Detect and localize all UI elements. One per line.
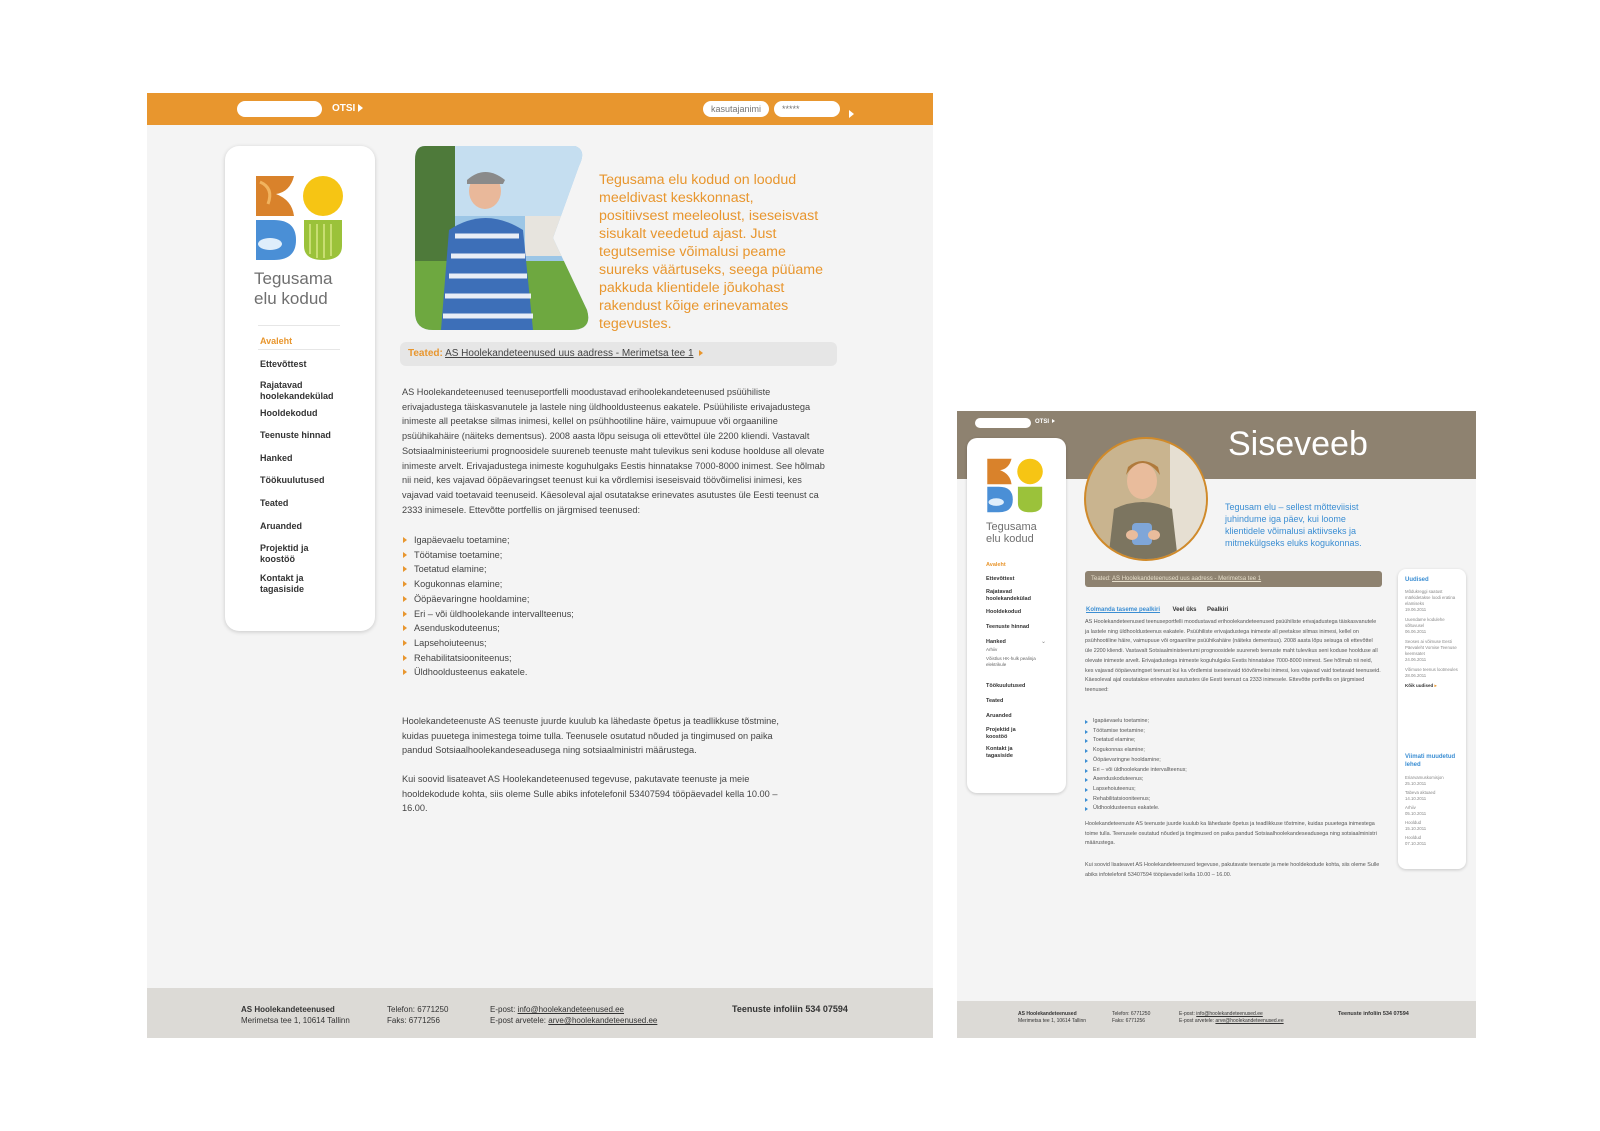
notice-label: Teated: bbox=[408, 348, 443, 359]
nav-divider bbox=[258, 349, 340, 350]
nav-item-projektid[interactable]: Projektid ja koostöö bbox=[986, 727, 1016, 740]
nav-item-rajatavad[interactable]: Rajatavad hoolekandekülad bbox=[986, 589, 1031, 602]
username-input[interactable] bbox=[703, 101, 769, 117]
nav-item-ettevottest[interactable]: Ettevõttest bbox=[260, 359, 307, 369]
nav-item-avaleht[interactable]: Avaleht bbox=[986, 562, 1006, 568]
right-column bbox=[1398, 569, 1466, 869]
sidebar-card bbox=[967, 438, 1066, 793]
nav-item-hooldekodud[interactable]: Hooldekodud bbox=[260, 408, 318, 418]
tab-veel-uks[interactable]: Veel üks bbox=[1172, 607, 1197, 613]
nav-item-avaleht[interactable]: Avaleht bbox=[260, 336, 293, 346]
list-item: Lapsehoiuteenus; bbox=[402, 636, 702, 651]
kodu-logo-icon bbox=[986, 457, 1046, 514]
hero-photo-woman bbox=[415, 146, 595, 330]
footer-emails: E-post: info@hoolekandeteenused.ee E-post arvetele: arve@hoolekandeteenused.ee bbox=[490, 1005, 658, 1025]
list-item[interactable]: Tabeva aktuaed 14.10.2011 bbox=[1405, 790, 1436, 801]
intro-quote: Tegusama elu kodud on loodud meeldivast keskkonnast, positiivsest meeleolust, iseseisvast sisukalt veedetud ajast. Just tegutsemise võimalusi peame suureks väärtuseks, seega püüame pakkuda klientidele jõukohast rakendust kõige erinevamates tegevustes. bbox=[599, 172, 823, 332]
all-news-link[interactable]: Kõik uudised ▸ bbox=[1405, 683, 1437, 688]
list-item[interactable]: Hooldud 07.10.2011 bbox=[1405, 835, 1427, 846]
footer bbox=[147, 988, 933, 1038]
services-list bbox=[402, 533, 702, 680]
page-title: Siseveeb bbox=[1228, 425, 1368, 463]
services-list bbox=[1085, 717, 1305, 814]
intranet-mockup bbox=[957, 411, 1476, 1038]
intro-paragraph: AS Hoolekandeteenused teenuseportfelli moodustavad erihoolekandeteenused psüühiliste erivajadustega täiskasvanutele ja lastele ning üldhooldusteenus eakatele. Psüühiliste erivajadustega inimeste all peetakse silmas inimesi, kellel on psühhootiline häire, vaimupuue või orgaaniline psüühikahäire (näiteks dementsus). 2008 aasta lõpu seisuga oli ettevõttel üle 2200 kliendi. Vastavalt Sotsiaalministeeriumi prognoosidele suureneb teenuste maht tulevikus seni koduse hoolduse all olevate inimeste arvelt. Erivajadustega inimeste koguhulgaks Eestis hinnatakse 7000-8000 inimest. See hõlmab nii neid, kes vajavad ööpäevaringset teenust kui ka võrdlemisi iseseisvaid töövõimelisi inimesi, kes vajavad vaid toetavaid teenuseid. Käesoleval ajal osutatakse erinevates asutustes üle Eesti teenust ca 2333 inimesele. Ettevõtte portfellis on järgmised teenused: bbox=[1085, 619, 1381, 693]
news-item[interactable]: Seoses ai võimuse Eesti Päevaleht Vomise Teenuse keemsatet 24.06.2011 bbox=[1405, 639, 1457, 662]
notice-bar: Teated: AS Hoolekandeteenused uus aadress - Merimetsa tee 1 bbox=[1085, 571, 1382, 587]
news-item[interactable]: Võimuse teenus lootmeules 28.06.2011 bbox=[1405, 667, 1458, 678]
billing-email-link[interactable]: arve@hoolekandeteenused.ee bbox=[1215, 1018, 1284, 1024]
news-item[interactable]: Mõdukreggi saatust märkidetakse loodi eratina elamiseks 19.06.2011 bbox=[1405, 589, 1456, 612]
password-input[interactable] bbox=[774, 101, 840, 117]
tab-kolmanda-taseme[interactable]: Kolmanda taseme pealkiri bbox=[1086, 607, 1161, 613]
footer-company: AS Hoolekandeteenused Merimetsa tee 1, 10614 Tallinn bbox=[241, 1005, 350, 1025]
list-item: Eri – või üldhoolekande intervallteenus; bbox=[402, 607, 702, 622]
list-item: Kogukonnas elamine; bbox=[1085, 746, 1305, 756]
nav-item-projektid[interactable]: Projektid ja koostöö bbox=[260, 543, 309, 564]
changes-list bbox=[1405, 775, 1461, 850]
list-item: Ööpäevaringne hooldamine; bbox=[1085, 756, 1305, 766]
list-item: Üldhooldusteenus eakatele. bbox=[1085, 804, 1305, 814]
list-item: Asenduskoduteenus; bbox=[402, 621, 702, 636]
list-item: Igapäevaelu toetamine; bbox=[402, 533, 702, 548]
nav-item-kontakt[interactable]: Kontakt ja tagasiside bbox=[260, 573, 305, 594]
intranet-quote: Tegusam elu – sellest mõtteviisist juhindume iga päev, kui loome klientidele võimalusi aktiivseks ja mitmekülgseks eluks kogukonnas. bbox=[1225, 502, 1362, 548]
search-input[interactable] bbox=[237, 101, 322, 117]
footer-company: AS Hoolekandeteenused Merimetsa tee 1, 10614 Tallinn bbox=[1018, 1011, 1087, 1024]
nav-item-tookuulutused[interactable]: Töökuulutused bbox=[986, 683, 1026, 689]
nav-item-kontakt[interactable]: Kontakt ja tagasiside bbox=[986, 746, 1013, 759]
nav-item-hooldekodud[interactable]: Hooldekodud bbox=[986, 609, 1022, 615]
news-heading: Uudised bbox=[1405, 577, 1429, 583]
footer-infoline: Teenuste infoliin 534 07594 bbox=[1338, 1011, 1409, 1017]
nav-item-teenuste-hinnad[interactable]: Teenuste hinnad bbox=[260, 430, 331, 440]
search-button[interactable]: OTSI bbox=[1035, 419, 1055, 425]
logo-text: Tegusama elu kodud bbox=[254, 269, 333, 308]
top-bar bbox=[147, 93, 933, 125]
nav-item-ettevottest[interactable]: Ettevõttest bbox=[986, 576, 1015, 582]
list-item: Üldhooldusteenus eakatele. bbox=[402, 665, 702, 680]
list-item[interactable]: Eriarvamuskomisjon 25.10.2011 bbox=[1405, 775, 1444, 786]
login-button[interactable] bbox=[846, 105, 854, 123]
news-item[interactable]: Uuendame kodulehe sõltuvusel 06.06.2011 bbox=[1405, 617, 1445, 634]
search-input[interactable] bbox=[975, 418, 1031, 428]
list-item: Igapäevaelu toetamine; bbox=[1085, 717, 1305, 727]
arrow-right-icon bbox=[358, 104, 363, 112]
footer-infoline: Teenuste infoliin 534 07594 bbox=[732, 1004, 848, 1014]
footer-emails: E-post: info@hoolekandeteenused.ee E-post arvetele: arve@hoolekandeteenused.ee bbox=[1179, 1011, 1284, 1024]
list-item: Töötamise toetamine; bbox=[402, 548, 702, 563]
list-item: Töötamise toetamine; bbox=[1085, 727, 1305, 737]
nav-item-hanked[interactable]: Hanked bbox=[986, 639, 1006, 645]
nav-divider bbox=[258, 325, 340, 326]
paragraph-education: Hoolekandeteenuste AS teenuste juurde kuulub ka lähedaste õpetus ja teadlikkuse tõstmine, kuidas puuetega inimestega toime tulla. Teenusele osutatud nõuded ja tingimused on paika pandud Sotsiaalhoolekandeseadusega ning sotsiaalministri määrustega. bbox=[402, 716, 779, 756]
list-item: Eri – või üldhoolekande intervallteenus; bbox=[1085, 766, 1305, 776]
list-item: Kogukonnas elamine; bbox=[402, 577, 702, 592]
arrow-right-icon bbox=[699, 350, 703, 356]
nav-item-aruanded[interactable]: Aruanded bbox=[986, 713, 1012, 719]
list-item: Asenduskoduteenus; bbox=[1085, 775, 1305, 785]
arrow-right-icon bbox=[1052, 419, 1055, 423]
news-list bbox=[1405, 589, 1461, 689]
nav-item-teated[interactable]: Teated bbox=[260, 498, 289, 508]
intro-paragraph: AS Hoolekandeteenused teenuseportfelli moodustavad erihoolekandeteenused psüühiliste erivajadustega täiskasvanutele ja lastele ning üldhooldusteenus eakatele. Psüühiliste erivajadustega inimeste all peetakse silmas inimesi, kellel on psühhootiline häire, vaimupuue või orgaaniline psüühikahäire (näiteks dementsus). 2008 aasta lõpu seisuga oli ettevõttel üle 2200 kliendi. Vastavalt Sotsiaalministeeriumi prognoosidele suureneb teenuste maht tulevikus seni koduse hoolduse all olevate inimeste arvelt. Erivajadustega inimeste koguhulgaks Eestis hinnatakse 7000-8000 inimest. See hõlmab nii neid, kes vajavad ööpäevaringset teenust kui ka võrdlemisi iseseisvaid töövõimelisi inimesi, kes vajavad vaid toetavaid teenuseid. Käesoleval ajal osutatakse erinevates asutustes üle Eesti teenust ca 2333 inimesele. Ettevõtte portfellis on järgmised teenused: bbox=[402, 387, 825, 515]
email-link[interactable]: info@hoolekandeteenused.ee bbox=[517, 1005, 625, 1014]
list-item: Rehabilitatsiooniteenus; bbox=[402, 651, 702, 666]
tab-pealkiri[interactable]: Pealkiri bbox=[1206, 607, 1229, 613]
footer-phones: Telefon: 6771250 Faks: 6771256 bbox=[387, 1005, 449, 1025]
paragraph-education: Hoolekandeteenuste AS teenuste juurde kuulub ka lähedaste õpetus ja teadlikkuse tõstmine, kuidas puuetega inimestega toime tulla. Teenusele osutatud nõuded ja tingimused on paika pandud Sotsiaalhoolekandeseadusega ning sotsiaalministri määrustega. bbox=[1085, 821, 1377, 847]
footer-phones: Telefon: 6771250 Faks: 6771256 bbox=[1112, 1011, 1151, 1024]
footer bbox=[957, 1001, 1476, 1038]
nav-item-teated[interactable]: Teated bbox=[986, 698, 1004, 704]
paragraph-contact: Kui soovid lisateavet AS Hoolekandeteenused tegevuse, pakutavate teenuste ja meie hooldekodude kohta, siis oleme Sulle abiks infotelefonil 53407594 tööpäevadel kella 10.00 – 16.00. bbox=[1085, 862, 1380, 878]
list-item: Toetatud elamine; bbox=[402, 562, 702, 577]
search-button[interactable]: OTSI bbox=[332, 103, 363, 114]
logo-text: Tegusama elu kodud bbox=[986, 521, 1037, 545]
chevron-down-icon[interactable]: ⌄ bbox=[1041, 639, 1047, 645]
notice-link[interactable]: AS Hoolekandeteenused uus aadress - Merimetsa tee 1 bbox=[1112, 576, 1262, 582]
tab-bar bbox=[1086, 598, 1228, 616]
nav-item-hanked[interactable]: Hanked bbox=[260, 453, 293, 463]
list-item: Rehabilitatsiooniteenus; bbox=[1085, 795, 1305, 805]
arrow-right-icon: ▸ bbox=[1434, 683, 1437, 688]
nav-subitem-voistlus[interactable]: Võistlus HK-hulk pealinja elektrikule bbox=[986, 656, 1036, 667]
notice-bar bbox=[400, 342, 837, 366]
nav-subitem-arhiiv[interactable]: Arhiiv bbox=[986, 647, 998, 652]
list-item[interactable]: Arhiiv 05.10.2011 bbox=[1405, 805, 1427, 816]
paragraph-contact: Kui soovid lisateavet AS Hoolekandeteenused tegevuse, pakutavate teenuste ja meie hooldekodude kohta, siis oleme Sulle abiks infotelefonil 53407594 tööpäevadel kella 10.00 – 16.00. bbox=[402, 774, 778, 814]
kodu-logo-icon bbox=[254, 174, 348, 262]
arrow-right-icon bbox=[849, 110, 854, 118]
nav-item-tookuulutused[interactable]: Töökuulutused bbox=[260, 475, 325, 485]
list-item: Lapsehoiuteenus; bbox=[1085, 785, 1305, 795]
nav-item-aruanded[interactable]: Aruanded bbox=[260, 521, 303, 531]
email-link[interactable]: info@hoolekandeteenused.ee bbox=[1196, 1011, 1263, 1017]
nav-item-rajatavad[interactable]: Rajatavad hoolekandekülad bbox=[260, 380, 334, 401]
list-item[interactable]: Hooldud 15.10.2011 bbox=[1405, 820, 1427, 831]
intranet-photo-woman bbox=[1084, 437, 1208, 561]
billing-email-link[interactable]: arve@hoolekandeteenused.ee bbox=[548, 1016, 658, 1025]
changes-heading: Viimati muudetud lehed bbox=[1405, 754, 1456, 768]
notice-link[interactable]: AS Hoolekandeteenused uus aadress - Merimetsa tee 1 bbox=[445, 348, 694, 359]
nav-item-teenuste-hinnad[interactable]: Teenuste hinnad bbox=[986, 624, 1030, 630]
list-item: Ööpäevaringne hooldamine; bbox=[402, 592, 702, 607]
public-site-mockup bbox=[147, 93, 933, 1038]
sidebar-card bbox=[225, 146, 375, 631]
list-item: Toetatud elamine; bbox=[1085, 736, 1305, 746]
